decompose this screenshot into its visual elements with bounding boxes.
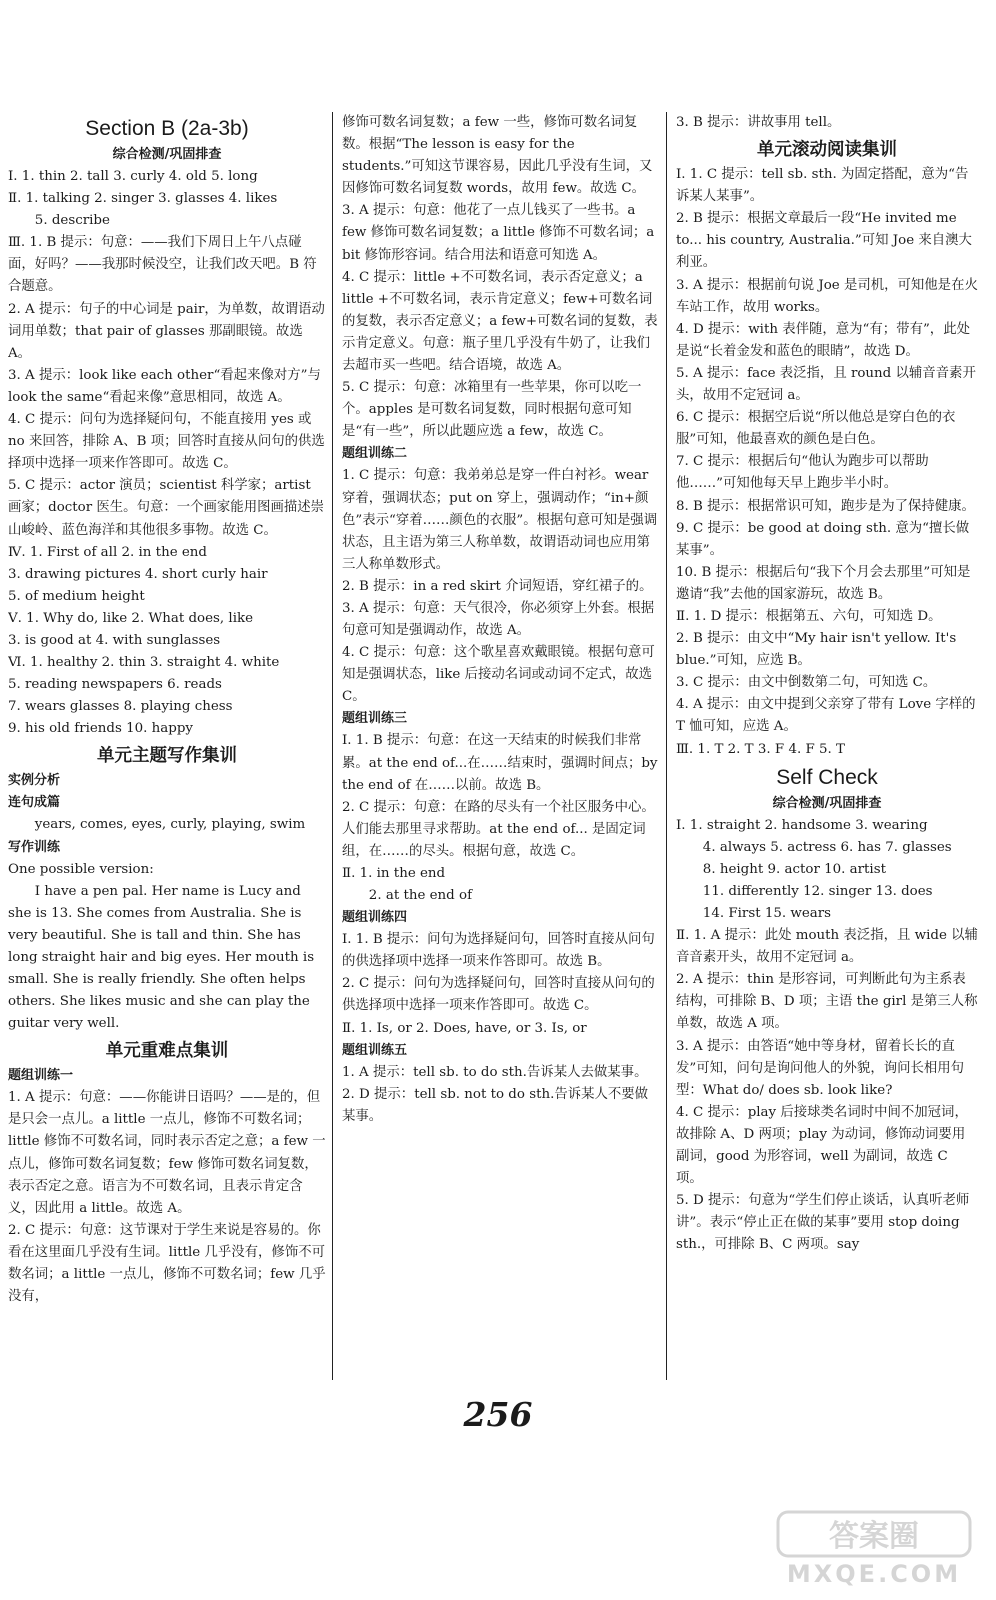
answer-item: 5. D 提示：句意为“学生们停止谈话，认真听老师讲”。表示“停止正在做的某事”要用 stop doing sth.，可排除 B、C 两项。say bbox=[676, 1193, 970, 1253]
answer-item: Ⅵ. 1. healthy 2. thin 3. straight 4. white bbox=[8, 655, 280, 671]
group-label: 题组训练一 bbox=[8, 1068, 74, 1084]
answer-item: 14. First 15. wears bbox=[702, 906, 832, 921]
watermark-logo-text: 答案圈 bbox=[829, 1519, 919, 1554]
answer-item: Ⅱ. 1. A 提示：此处 mouth 表泛指，且 wide 以辅音音素开头，故用不定冠词 a。 bbox=[676, 928, 978, 966]
answer-item: 1. C 提示：句意：我弟弟总是穿一件白衬衫。wear 穿着，强调状态；put on 穿上，强调动作；“in+颜色”表示“穿着……颜色的衣服”。根据句意可知是强调状态，且主语为第三人称单数，故谓语动词也应用第三人称单数形式。 bbox=[342, 468, 658, 572]
column-divider bbox=[332, 112, 333, 1380]
answer-item: 4. always 5. actress 6. has 7. glasses bbox=[702, 839, 952, 855]
answer-item: 8. height 9. actor 10. artist bbox=[702, 861, 886, 877]
answer-item: Ⅱ. 1. D 提示：根据第五、六句，可知选 D。 bbox=[676, 608, 942, 624]
watermark-site-text: MXQE.COM bbox=[786, 1560, 962, 1588]
answer-item: 1. A 提示：句意：——你能讲日语吗？——是的，但是只会一点儿。a little 一点儿，修饰不可数名词；little 修饰不可数名词，同时表示否定之意；a few 一点儿，修饰可数名词复数；few 修饰可数名词复数，表示否定之意。语言为不可数名词，且表示肯定含义，因此用 a little。故选 A。 bbox=[8, 1090, 326, 1216]
answer-item: 2. B 提示：in a red skirt 介词短语，穿红裙子的。 bbox=[342, 578, 653, 594]
answer-item: 3. B 提示：讲故事用 tell。 bbox=[676, 115, 841, 130]
answer-item: 4. C 提示：little +不可数名词，表示否定意义；a little +不可数名词，表示肯定意义；few+可数名词的复数，表示否定意义；a few+可数名词的复数，表示肯定意义。句意：瓶子里几乎没有牛奶了，让我们去超市买一些吧。结合语境，故选 A。 bbox=[342, 269, 658, 374]
answer-item: 5. C 提示：句意：冰箱里有一些苹果，你可以吃一个。apples 是可数名词复数，同时根据句意可知是“有一些”，所以此题应选 a few，故选 C。 bbox=[342, 380, 642, 440]
answer-item: Ⅰ. 1. thin 2. tall 3. curly 4. old 5. long bbox=[8, 169, 258, 184]
answer-item: 3. C 提示：由文中倒数第二句，可知选 C。 bbox=[676, 675, 937, 691]
answer-item: Ⅰ. 1. B 提示：句意：在这一天结束的时候我们非常累。at the end of...在……结束时，强调时间点；by the end of 在……以前。故选 B。 bbox=[342, 733, 658, 793]
answer-item: 2. D 提示：tell sb. not to do sth.告诉某人不要做某事。 bbox=[342, 1086, 649, 1124]
answer-item: Ⅳ. 1. First of all 2. in the end bbox=[8, 544, 207, 560]
answer-item: 4. C 提示：句意：这个歌星喜欢戴眼镜。根据句意可知是强调状态，like 后接动名词或动词不定式，故选 C。 bbox=[342, 645, 655, 705]
answer-item: 5. C 提示：actor 演员；scientist 科学家；artist 画家；doctor 医生。句意：一个画家能用图画描述崇山峻岭、蓝色海洋和其他很多事物。故选 C。 bbox=[8, 478, 325, 538]
answer-item: Ⅲ. 1. B 提示：句意：——我们下周日上午八点碰面，好吗？——我那时候没空，让我们改天吧。B 符合题意。 bbox=[8, 235, 317, 295]
section-title: Section B (2a-3b) bbox=[85, 117, 249, 140]
answer-item: 8. B 提示：根据常识可知，跑步是为了保持健康。 bbox=[676, 498, 975, 514]
page-number: 256 bbox=[463, 1395, 533, 1434]
sample-essay: I have a pen pal. Her name is Lucy and she is 13. She comes from Australia. She is very beautiful. She is tall and thin. She has long straight hair and big eyes. Her mouth is small. She is really friendly. She often helps others. She likes music and she can play the guitar very well. bbox=[8, 883, 315, 1032]
answer-item: 2. at the end of bbox=[368, 888, 473, 904]
answer-item: 2. A 提示：thin 是形容词，可判断此句为主系表结构，可排除 B、D 项；主语 the girl 是第三人称单数，故选 A 项。 bbox=[676, 972, 978, 1032]
answer-item: 3. A 提示：look like each other“看起来像对方”与 look the same“看起来像”意思相同，故选 A。 bbox=[8, 367, 321, 405]
answer-item: 5. describe bbox=[34, 213, 110, 229]
answer-item: 10. B 提示：根据后句“我下个月会去那里”可知是邀请“我”去他的国家游玩，故选 B。 bbox=[676, 564, 971, 602]
training-label: 写作训练 bbox=[8, 839, 61, 855]
answer-column-3 bbox=[676, 112, 978, 1410]
answer-column-1 bbox=[8, 112, 326, 1410]
answer-item: Ⅰ. 1. C 提示：tell sb. sth. 为固定搭配，意为“告诉某人某事”。 bbox=[676, 167, 969, 205]
answer-item: 2. B 提示：根据文章最后一段“He invited me to... his country, Australia.”可知 Joe 来自澳大利亚。 bbox=[676, 211, 972, 271]
answer-item: Ⅲ. 1. T 2. T 3. F 4. F 5. T bbox=[676, 741, 845, 757]
answer-item: 3. drawing pictures 4. short curly hair bbox=[8, 566, 268, 582]
answer-item: 4. A 提示：由文中提到父亲穿了带有 Love 字样的 T 恤可知，应选 A。 bbox=[676, 697, 976, 735]
answer-item: Ⅰ. 1. straight 2. handsome 3. wearing bbox=[676, 817, 928, 833]
answer-item: 3. A 提示：句意：他花了一点儿钱买了一些书。a few 修饰可数名词复数；a little 修饰不可数名词；a bit 修饰形容词。结合用法和语意可知选 A。 bbox=[342, 203, 655, 263]
answer-item: Ⅱ. 1. talking 2. singer 3. glasses 4. likes bbox=[8, 191, 278, 207]
answer-item: 9. C 提示：be good at doing sth. 意为“擅长做某事”。 bbox=[676, 520, 970, 558]
answer-item: 9. his old friends 10. happy bbox=[8, 721, 193, 737]
answer-item: Ⅰ. 1. B 提示：问句为选择疑问句，回答时直接从问句的供选择项中选择一项来作答即可。故选 B。 bbox=[342, 932, 655, 970]
answer-item: Ⅱ. 1. in the end bbox=[342, 866, 446, 881]
answer-item: 7. C 提示：根据后句“他认为跑步可以帮助他……”可知他每天早上跑步半小时。 bbox=[676, 454, 929, 492]
answer-column-2 bbox=[342, 112, 660, 1410]
sentence-answer: years, comes, eyes, curly, playing, swim bbox=[34, 817, 306, 833]
answer-item: Ⅴ. 1. Why do, like 2. What does, like bbox=[8, 610, 254, 626]
answer-item: 3. A 提示：句意：天气很冷，你必须穿上外套。根据句意可知是强调动作，故选 A。 bbox=[342, 600, 655, 639]
answer-item: 4. C 提示：问句为选择疑问句，不能直接用 yes 或 no 来回答，排除 A、B 项；回答时直接从问句的供选择项中选择一项来作答即可。故选 C。 bbox=[8, 412, 325, 472]
answer-item: 5. A 提示：face 表泛指，且 round 以辅音音素开头，故用不定冠词 a。 bbox=[676, 365, 976, 404]
reading-section-title: 单元滚动阅读集训 bbox=[757, 140, 897, 161]
answer-item: 2. C 提示：句意：在路的尽头有一个社区服务中心。人们能去那里寻求帮助。at the end of... 是固定词组，在……的尽头。根据句意，故选 C。 bbox=[342, 799, 655, 859]
self-check-title: Self Check bbox=[776, 765, 878, 789]
answer-item: 2. B 提示：由文中“My hair isn't yellow. It's blue.”可知，应选 B。 bbox=[676, 631, 957, 669]
answer-item: 1. A 提示：tell sb. to do sth.告诉某人去做某事。 bbox=[342, 1064, 648, 1080]
column-divider bbox=[666, 112, 667, 1380]
example-label: 实例分析 bbox=[8, 773, 61, 789]
group-label: 题组训练三 bbox=[342, 711, 408, 727]
answer-item: 7. wears glasses 8. playing chess bbox=[8, 699, 233, 715]
answer-list bbox=[8, 166, 326, 740]
answer-item: 6. C 提示：根据空后说“所以他总是穿白色的衣服”可知，他最喜欢的颜色是白色。 bbox=[676, 410, 956, 448]
writing-section-title: 单元主题写作集训 bbox=[97, 746, 237, 767]
answer-item: 2. C 提示：问句为选择疑问句，回答时直接从问句的供选择项中选择一项来作答即可。故选 C。 bbox=[342, 976, 655, 1014]
answer-item: 5. reading newspapers 6. reads bbox=[8, 677, 222, 693]
sentence-label: 连句成篇 bbox=[8, 795, 61, 811]
answer-item: 2. C 提示：句意：这节课对于学生来说是容易的。你看在这里面几乎没有生词。little 几乎没有，修饰不可数名词；a little 一点儿，修饰不可数名词；few 几乎没有， bbox=[8, 1222, 326, 1305]
answer-item: 5. of medium height bbox=[8, 588, 145, 604]
answer-item: 3. is good at 4. with sunglasses bbox=[8, 632, 221, 648]
answer-item: 4. C 提示：play 后接球类名词时中间不加冠词，故排除 A、D 两项；play 为动词，修饰动词要用副词，good 为形容词，well 为副词，故选 C 项。 bbox=[676, 1104, 968, 1187]
key-points-title: 单元重难点集训 bbox=[105, 1041, 229, 1062]
version-label: One possible version: bbox=[8, 861, 154, 877]
answer-item: 3. A 提示：由答语“她中等身材，留着长长的直发”可知，问句是询问他人的外貌，询问长相用句型：What do/ does sb. look like? bbox=[676, 1038, 965, 1098]
answer-item: 4. D 提示：with 表伴随，意为“有；带有”，此处是说“长着金发和蓝色的眼睛”，故选 D。 bbox=[676, 321, 970, 359]
watermark-logo-icon bbox=[774, 1510, 974, 1588]
answer-item: 2. A 提示：句子的中心词是 pair，为单数，故谓语动词用单数；that pair of glasses 那副眼镜。故选 A。 bbox=[8, 301, 325, 361]
self-check-subtitle: 综合检测/巩固排查 bbox=[772, 795, 882, 811]
answer-item: 11. differently 12. singer 13. does bbox=[702, 883, 933, 899]
group-label: 题组训练四 bbox=[342, 910, 408, 926]
section-subtitle: 综合检测/巩固排查 bbox=[112, 147, 222, 162]
answer-continuation: 修饰可数名词复数；a few 一些，修饰可数名词复数。根据“The lesson is easy for the students.”可知这节课容易，因此几乎没有生词，又因修饰可数名词复数 words，故用 few。故选 C。 bbox=[342, 115, 653, 197]
group-label: 题组训练五 bbox=[342, 1042, 408, 1058]
answer-item: 3. A 提示：根据前句说 Joe 是司机，可知他是在火车站工作，故用 works。 bbox=[676, 277, 978, 315]
answer-item: Ⅱ. 1. Is, or 2. Does, have, or 3. Is, or bbox=[342, 1020, 587, 1036]
group-label: 题组训练二 bbox=[342, 446, 408, 462]
